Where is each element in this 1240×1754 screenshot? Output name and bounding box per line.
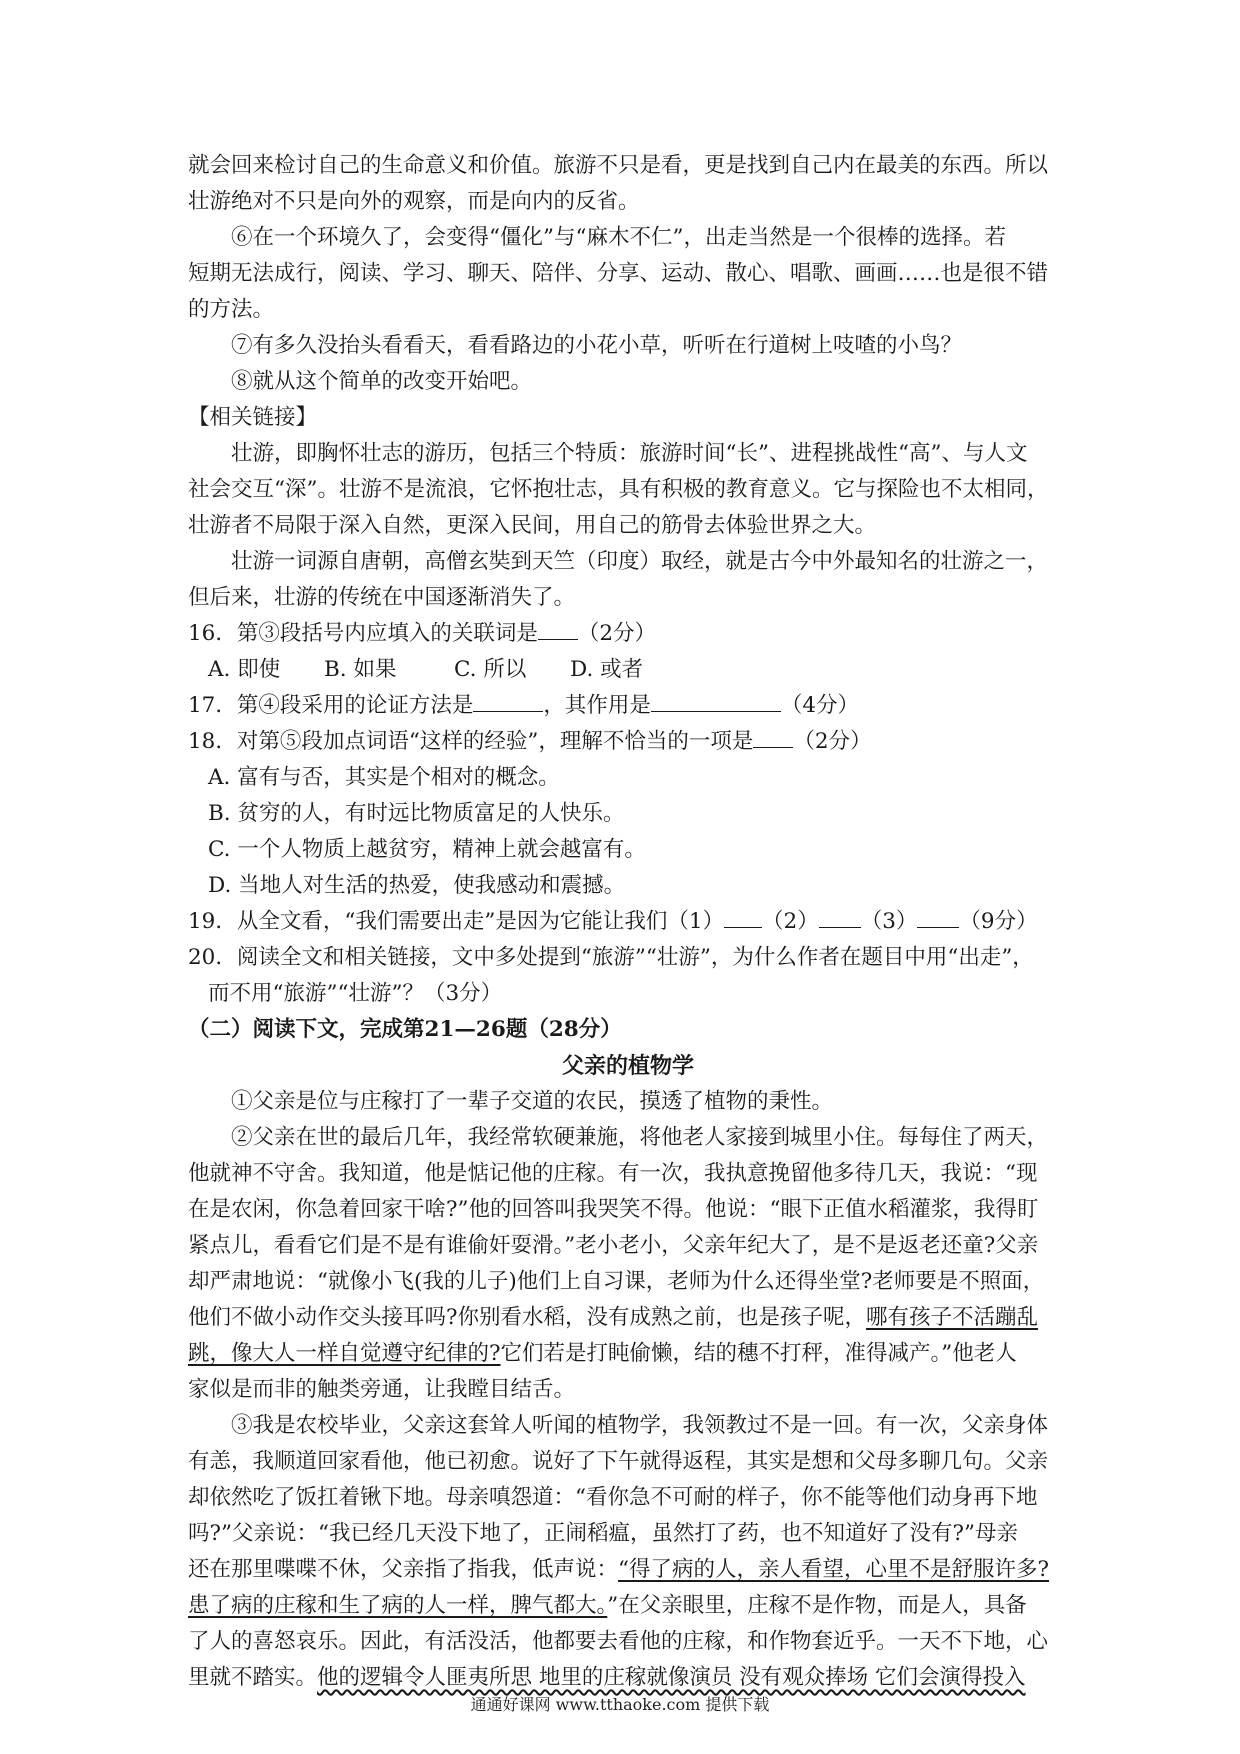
- wavy-underlined-sentence: 他的逻辑令人匪夷所思 地里的庄稼就像演员 没有观众捧场 它们会演得投入: [317, 1665, 1026, 1690]
- answer-blank[interactable]: [651, 691, 781, 712]
- paragraph-7: ⑦有多久没抬头看看天，看看路边的小花小草，听听在行道树上吱喳的小鸟？: [231, 333, 963, 358]
- option-b: B. 如果: [324, 657, 397, 682]
- option-c: C. 一个人物质上越贫穷，精神上就会越富有。: [208, 837, 646, 862]
- paragraph-6-line: 短期无法成行，阅读、学习、聊天、陪伴、分享、运动、散心、唱歌、画画……也是很不错: [188, 261, 1049, 286]
- underlined-sentence: 患了病的庄稼和生了病的人一样，脾气都大。: [188, 1593, 608, 1618]
- paragraph-3-line: 患了病的庄稼和生了病的人一样，脾气都大。”在父亲眼里，庄稼不是作物，而是人，具备: [188, 1593, 1027, 1618]
- option-a: A. 即使: [208, 657, 281, 682]
- answer-blank[interactable]: [473, 691, 543, 712]
- paragraph-3-line: 吗?”父亲说：“我已经几天没下地了，正闹稻瘟，虽然打了药，也不知道好了没有?”母亲: [188, 1521, 1019, 1546]
- answer-blank[interactable]: [753, 727, 793, 748]
- question-20-line: 而不用“旅游”“壮游”？（3分）: [208, 981, 503, 1006]
- paragraph-8: ⑧就从这个简单的改变开始吧。: [231, 369, 533, 394]
- underlined-sentence: “得了病的人，亲人看望，心里不是舒服许多?: [618, 1557, 1050, 1582]
- paragraph-6-line: 的方法。: [188, 297, 275, 322]
- paragraph-2-line: 他们不做小动作交头接耳吗?你别看水稻，没有成熟之前，也是孩子呢，哪有孩子不活蹦乱: [188, 1305, 1039, 1330]
- option-b: B. 贫穷的人，有时远比物质富足的人快乐。: [208, 801, 625, 826]
- question-20-line: 20．阅读全文和相关链接，文中多处提到“旅游”“壮游”，为什么作者在题目中用“出走”，: [188, 945, 1034, 970]
- paragraph-2-line: 他就神不守舍。我知道，他是惦记他的庄稼。有一次，我执意挽留他多待几天，我说：“现: [188, 1161, 1038, 1186]
- underlined-sentence: 哪有孩子不活蹦乱: [866, 1305, 1039, 1330]
- paragraph-3-line: 还在那里喋喋不休，父亲指了指我，低声说：“得了病的人，亲人看望，心里不是舒服许多?: [188, 1557, 1050, 1582]
- question-17: 17．第④段采用的论证方法是 ，其作用是 （4分）: [188, 693, 860, 718]
- related-link-line: 社会交互“深”。壮游不是流浪，它怀抱壮志，具有积极的教育意义。它与探险也不太相同，: [188, 477, 1049, 502]
- question-18: 18．对第⑤段加点词语“这样的经验”，理解不恰当的一项是 （2分）: [188, 729, 872, 754]
- text-line: 壮游绝对不只是向外的观察，而是向内的反省。: [188, 189, 640, 214]
- related-link-line: 壮游，即胸怀壮志的游历，包括三个特质：旅游时间“长”、进程挑战性“高”、与人文: [231, 441, 1028, 466]
- paragraph-1: ①父亲是位与庄稼打了一辈子交道的农民，摸透了植物的秉性。: [231, 1089, 834, 1114]
- paragraph-6-line: ⑥在一个环境久了，会变得“僵化”与“麻木不仁”，出走当然是一个很棒的选择。若: [231, 225, 1006, 250]
- answer-blank[interactable]: [724, 907, 762, 928]
- option-a: A. 富有与否，其实是个相对的概念。: [208, 765, 560, 790]
- paragraph-3-line: 却依然吃了饭扛着锹下地。母亲嗔怨道：“看你急不可耐的样子，你不能等他们动身再下地: [188, 1485, 1038, 1510]
- option-c: C. 所以: [454, 657, 527, 682]
- related-link-header: 【相关链接】: [188, 405, 318, 430]
- paragraph-2-line: 却严肃地说：“就像小飞(我的儿子)他们上自习课，老师为什么还得坐堂?老师要是不照面，: [188, 1269, 1045, 1294]
- related-link-line: 壮游者不局限于深入自然，更深入民间，用自己的筋骨去体验世界之大。: [188, 513, 877, 538]
- page-footer: 通通好课网 www.tthaoke.com 提供下载: [470, 1695, 770, 1714]
- answer-blank[interactable]: [538, 619, 578, 640]
- paragraph-3-line: ③我是农校毕业，父亲这套耸人听闻的植物学，我领教过不是一回。有一次，父亲身体: [231, 1413, 1049, 1438]
- paragraph-3-line: 有恙，我顺道回家看他，他已初愈。说好了下午就得返程，其实是想和父母多聊几句。父亲: [188, 1449, 1049, 1474]
- paragraph-2-line: 家似是而非的触类旁通，让我瞠目结舌。: [188, 1377, 576, 1402]
- paragraph-2-line: 在是农闲，你急着回家干啥?”他的回答叫我哭笑不得。他说：“眼下正值水稻灌浆，我得盯: [188, 1197, 1039, 1222]
- section-heading: （二）阅读下文，完成第21—26题（28分）: [188, 1017, 622, 1042]
- option-d: D. 当地人对生活的热爱，使我感动和震撼。: [208, 873, 626, 898]
- question-19: 19．从全文看，“我们需要出走”是因为它能让我们（1） （2） （3） （9分）: [188, 909, 1038, 934]
- text-line: 就会回来检讨自己的生命意义和价值。旅游不只是看，更是找到自己内在最美的东西。所以: [188, 153, 1049, 178]
- related-link-line: 但后来，壮游的传统在中国逐渐消失了。: [188, 585, 576, 610]
- passage-title: 父亲的植物学: [561, 1053, 694, 1079]
- question-16: 16．第③段括号内应填入的关联词是 （2分）: [188, 621, 657, 646]
- paragraph-2-line: ②父亲在世的最后几年，我经常软硬兼施，将他老人家接到城里小住。每每住了两天，: [231, 1125, 1049, 1150]
- exam-page: [188, 148, 1068, 1696]
- related-link-line: 壮游一词源自唐朝，高僧玄奘到天竺（印度）取经，就是古今中外最知名的壮游之一，: [231, 549, 1049, 574]
- question-16-options: [188, 652, 1068, 688]
- paragraph-2-line: 紧点儿，看看它们是不是有谁偷奸耍滑。”老小老小，父亲年纪大了，是不是返老还童?父亲: [188, 1233, 1039, 1258]
- underlined-sentence: 跳，像大人一样自觉遵守纪律的?: [188, 1341, 501, 1366]
- paragraph-2-line: 跳，像大人一样自觉遵守纪律的?它们若是打盹偷懒，结的穗不打秤，准得减产。”他老人: [188, 1341, 1017, 1366]
- answer-blank[interactable]: [819, 907, 861, 928]
- paragraph-3-line: 里就不踏实。他的逻辑令人匪夷所思 地里的庄稼就像演员 没有观众捧场 它们会演得投入: [188, 1665, 1026, 1690]
- paragraph-3-line: 了人的喜怒哀乐。因此，有活没活，他都要去看他的庄稼，和作物套近乎。一天不下地，心: [188, 1629, 1049, 1654]
- answer-blank[interactable]: [917, 907, 959, 928]
- option-d: D. 或者: [570, 657, 644, 682]
